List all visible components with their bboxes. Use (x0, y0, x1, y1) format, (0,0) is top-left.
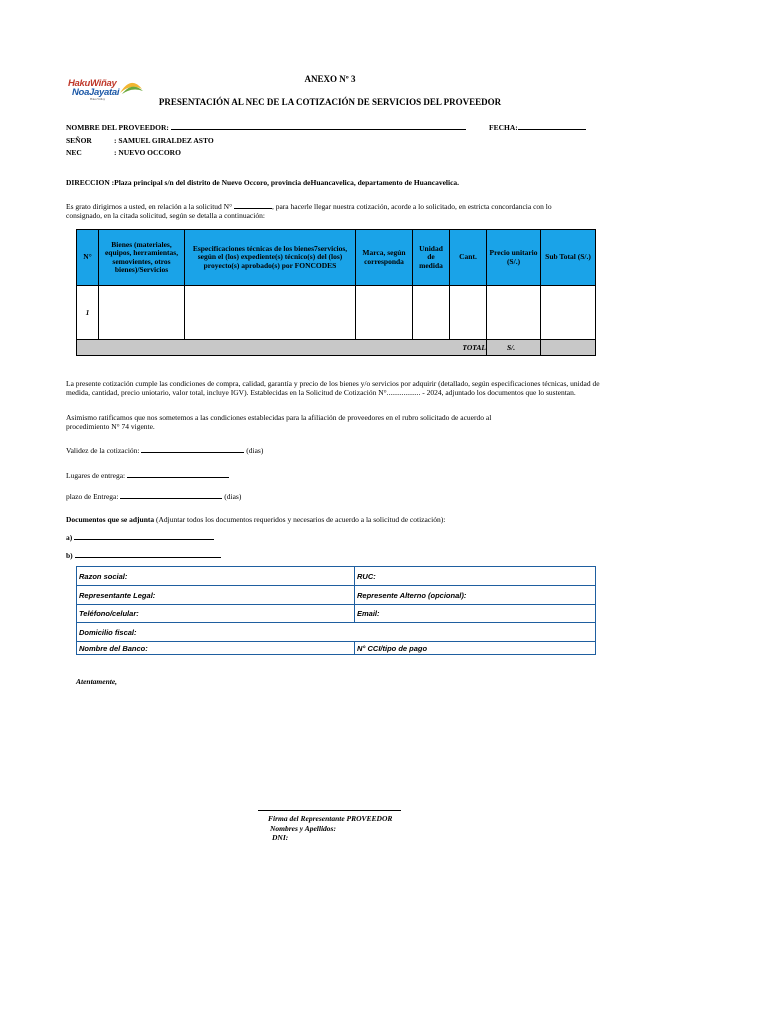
cell-subtotal[interactable] (541, 286, 596, 340)
doc-b-field[interactable] (75, 557, 221, 558)
doc-a-field[interactable] (74, 539, 214, 540)
signature-title: Firma del Representante PROVEEDOR (268, 814, 393, 823)
plazo-unit: (dias) (222, 492, 242, 501)
rep-alterno-field[interactable]: Represente Alterno (opcional): (355, 586, 596, 605)
cell-specs[interactable] (185, 286, 356, 340)
validez-label: Validez de la cotización: (66, 446, 142, 455)
date-label: FECHA: (489, 123, 518, 132)
col-header-brand: Marca, según corresponda (356, 230, 413, 286)
logo-line2: NoaJayatai (72, 87, 120, 98)
doc-a-label: a) (66, 533, 73, 542)
atentamente: Atentamente, (76, 677, 118, 686)
cell-goods[interactable] (99, 286, 185, 340)
documents-row (66, 515, 445, 524)
provider-info-table (76, 566, 596, 655)
lugares-row (66, 471, 229, 480)
total-currency: S/. (487, 340, 541, 356)
doc-b-label: b) (66, 551, 73, 560)
signature-names: Nombres y Apellidos: (270, 824, 336, 833)
intro-part2: , para hacerle llegar nuestra cotización, acorde a lo solicitado, en estricta concordancia con lo consignado, en la citada solicitud, según se detalla a continuación: (66, 202, 552, 220)
main-title: PRESENTACIÓN AL NEC DE LA COTIZACIÓN DE SERVICIOS DEL PROVEEDOR (158, 97, 502, 107)
banco-field[interactable]: Nombre del Banco: (77, 642, 355, 655)
cci-field[interactable]: N° CCI/tipo de pago (355, 642, 596, 655)
col-header-unit-price: Precio unitario (S/.) (487, 230, 541, 286)
senor-label: SEÑOR (66, 136, 92, 145)
razon-social-field[interactable]: Razon social: (77, 567, 355, 586)
total-row (77, 340, 596, 356)
senor-value: : SAMUEL GIRALDEZ ASTO (114, 136, 214, 145)
documents-instructions: (Adjuntar todos los documentos requeridos y necesarios de acuerdo a la solicitud de cotización): (154, 515, 446, 524)
signature-dni: DNI: (272, 833, 289, 842)
conditions-paragraph: La presente cotización cumple las condiciones de compra, calidad, garantía y precio de los bienes y/o servicios por adquirir (detallado, según especificaciones técnicas, unidad de medida, cantidad, precio uniotario, valor total, incluye IGV). Establecidas en la Solicitud de Cotización N°.................. - 2024, adjuntado los documentos que lo sustentan. (66, 379, 600, 397)
annex-title: ANEXO Nº 3 (304, 74, 356, 84)
sun-icon (118, 79, 144, 95)
nec-label: NEC (66, 148, 82, 157)
cell-brand[interactable] (356, 286, 413, 340)
cell-unit-price[interactable] (487, 286, 541, 340)
plazo-row (66, 492, 241, 501)
cell-quantity[interactable] (450, 286, 487, 340)
col-header-number: N° (77, 230, 99, 286)
logo-tagline: Haku Wiñay (90, 97, 106, 101)
logo-line1: HakuWiñay (68, 78, 117, 89)
haku-winay-logo (68, 78, 146, 102)
cell-unit[interactable] (413, 286, 450, 340)
col-header-specs: Especificaciones técnicas de los bienes7servicios, según el (los) expediente(s) técnico(s) del (los) proyecto(s) aprobado(s) por FONCODES (185, 230, 356, 286)
table-row (77, 286, 596, 340)
date-row (489, 123, 586, 132)
ruc-field[interactable]: RUC: (355, 567, 596, 586)
table-header-row (77, 230, 596, 286)
solicitud-number-field[interactable] (234, 208, 272, 209)
intro-paragraph (66, 202, 556, 220)
col-header-subtotal: Sub Total (S/.) (541, 230, 596, 286)
domicilio-field[interactable]: Domicilio fiscal: (77, 623, 596, 642)
row-number: 1 (77, 286, 99, 340)
intro-part1: Es grato dirigirnos a usted, en relación a la solicitud N° (66, 202, 234, 211)
nec-value: : NUEVO OCCORO (114, 148, 181, 157)
total-label: TOTAL (77, 340, 487, 356)
email-field[interactable]: Email: (355, 605, 596, 623)
signature-line[interactable] (258, 810, 401, 811)
col-header-goods: Bienes (materiales, equipos, herramientas, semovientes, otros bienes)/Servicios (99, 230, 185, 286)
validez-row (66, 446, 263, 455)
provider-name-row (66, 123, 466, 132)
telefono-field[interactable]: Teléfono/celular: (77, 605, 355, 623)
col-header-quantity: Cant. (450, 230, 487, 286)
direccion: DIRECCION :Plaza principal s/n del distrito de Nuevo Occoro, provincia deHuancavelica, departamento de Huancavelica. (66, 178, 460, 187)
provider-name-label: NOMBRE DEL PROVEEDOR: (66, 123, 171, 132)
items-table (76, 229, 596, 356)
provider-name-field[interactable] (171, 129, 466, 130)
plazo-label: plazo de Entrega: (66, 492, 121, 501)
doc-a-row (66, 533, 214, 542)
col-header-unit: Unidad de medida (413, 230, 450, 286)
rep-legal-field[interactable]: Representante Legal: (77, 586, 355, 605)
total-value[interactable] (541, 340, 596, 356)
doc-b-row (66, 551, 221, 560)
validez-unit: (dias) (244, 446, 264, 455)
lugares-label: Lugares de entrega: (66, 471, 128, 480)
validez-field[interactable] (141, 452, 244, 453)
plazo-field[interactable] (120, 498, 222, 499)
documents-label: Documentos que se adjunta (66, 515, 155, 524)
date-field[interactable] (518, 129, 586, 130)
ratification-paragraph: Asimismo ratificamos que nos sometemos a las condiciones establecidas para la afiliación de proveedores en el rubro solicitado de acuerdo al procedimiento N° 74 vigente. (66, 413, 492, 431)
lugares-field[interactable] (127, 477, 229, 478)
